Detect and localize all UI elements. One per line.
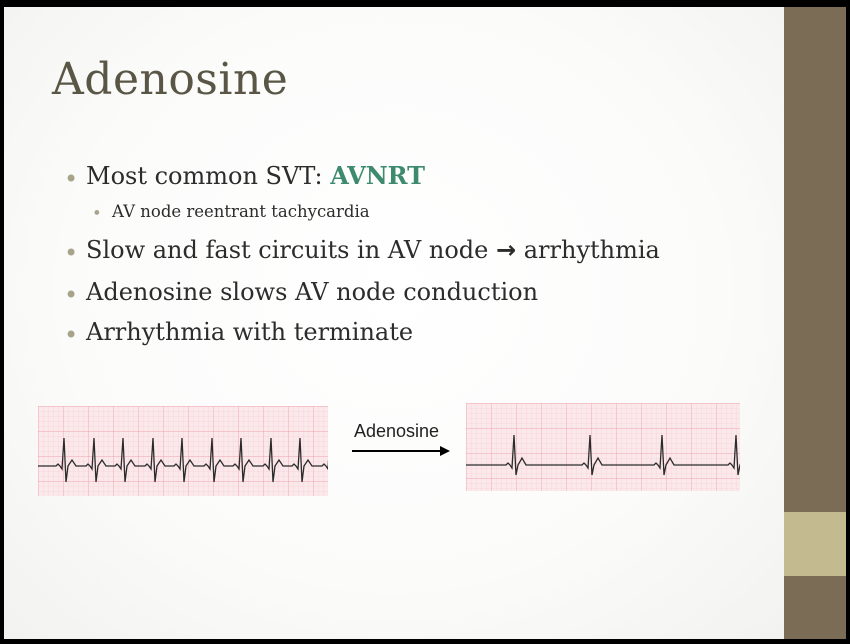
sidebar-decoration-accent [784,512,846,576]
bullet-marker: • [64,165,79,193]
right-arrow-icon [352,444,452,458]
bullet-item-1 [86,161,426,190]
bullet-marker: • [64,281,79,309]
ecg-strip-normal-rhythm-icon [466,403,740,491]
bullet-text: Most common SVT: [86,162,331,190]
bullet-item-4: Arrhythmia with terminate [86,318,414,346]
sub-bullet-marker: • [92,204,102,223]
bullet-marker: • [64,321,79,349]
ecg-strip-tachycardia-icon [38,406,328,496]
slide-title: Adenosine [52,54,289,105]
bullet-text-after: arrhythmia [516,236,660,264]
highlight-text: AVNRT [330,161,426,190]
arrow-label: Adenosine [354,421,440,441]
bullet-text-before: Slow and fast circuits in AV node [86,236,496,264]
bullet-item-3: Adenosine slows AV node conduction [86,278,539,306]
sub-bullet-item: AV node reentrant tachycardia [112,202,370,221]
bullet-item-2 [86,238,660,262]
sidebar-decoration-top [784,7,846,512]
bullet-marker: • [64,239,79,267]
sidebar-decoration-bottom [784,576,846,639]
right-arrow-icon: → [496,236,517,264]
